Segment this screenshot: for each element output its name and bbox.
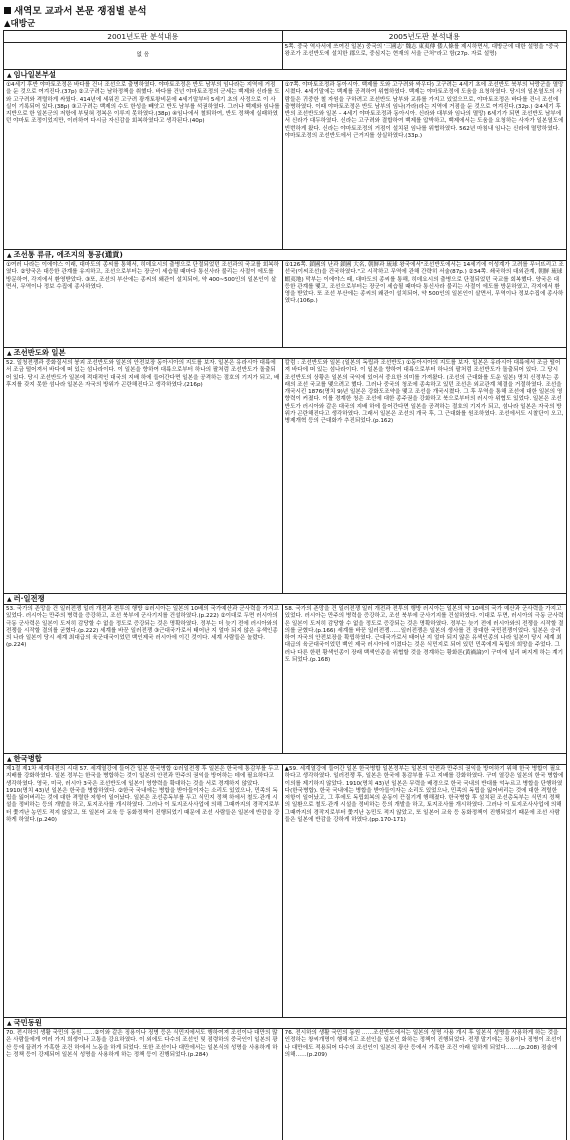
section-header: ▲ 한국병합 [4, 754, 567, 765]
cell-2001: 53. 국가의 존망을 건 일러전쟁 일러 개전과 전투의 행방 ①러시아는 일본의 10배의 국가예산과 군사력을 가지고 있었다. 러시아는 만주의 병력을 증강하고, 조선 북부에 군사기지를 건설하였다.(p.222) ②이대로 두면 러시아의 극동 군사력은 일본이 도저히 감당할 수 없을 정도로 증강되는 것은 명확하였다. 정부는 더 늦기 전에 러시아와의 전쟁을 시작할 결의를 굳혔다.(p.222) 세계를 바꾼 일러전쟁 ③근대국가로서 태어난 지 얼마 되지 않은 유색인종의 나라 일본이 당시 세계 최대급의 육군대국이었던 백인제국 러시아에 이긴 것이다. 세계 사람들은 놀랐다.(p.224) [4, 605, 283, 754]
cell-2005: 58. 국가의 존망을 건 일러전쟁 일러 개전과 전투의 행방 러시아는 일본의 약 10배의 국가 예산과 군사력을 가지고 있었다. 러시아는 만주의 병력을 증강하고, 조선 북부에 군사기지를 건설하였다. 이대로 두면, 러시아의 극동 군사력은 일본이 도저히 감당할 수 없을 정도로 증강되는 것은 명확하였다. 정부는 늦기 전에 러시아와의 전쟁을 시작할 결의를 굳혔다.(p.166) 세계를 바꾼 일러전쟁……일러전쟁은 일본의 생사를 건 장대한 국민전쟁이었다. 일본은 승리하여 자국의 안전보장을 확립하였다. 근대국가로서 태어난 지 얼마 되지 않은 유색인종의 나라 일본이 당시 세계 최대급의 육군대국이었던 백인 제국 러시아에 이겼다는 것은 식민지로 되어 있던 민족에게 독립의 희망을 주었다. 그러나 다른 한편 황색인종이 장래 백색인종을 위협할 것을 경계하는 황화론(黃禍論)이 구미에 널리 퍼지게 하는 계기도 되었다.(p.168) [282, 605, 566, 754]
header-2005: 2005년도판 분석내용 [282, 31, 566, 43]
document-title: 새역모 교과서 본문 쟁점별 분석 [4, 3, 147, 17]
table-header-row [4, 31, 567, 43]
table-row [4, 43, 567, 70]
cell-2005: 76. 전시하의 생활 국민의 동원 ……조선반도에서는 일본의 성명 사용 개시 후 일본식 성명을 사용하게 하는 것을 인정하는 창씨개명이 행해지고 조선인을 일본인 화하는 정책이 진행되었다. 전쟁 말기에는 징용이나 징병이 조선이나 대만에도 적용되어 다수의 조선인이 일본의 광산 등에서 가혹한 조건 아래 일하게 되었다.……(p.208) 점술에 의해……(p.209) [282, 1029, 566, 1140]
section-header: ▲ 국민동원 [4, 1018, 567, 1029]
cell-2001: 없 음 [4, 43, 283, 70]
cell-2001: 70. 전시하의 생활 국민의 동원 ……②이와 같은 징용이나 징병 등은 식민지에서도 행하여져 조선이나 대만의 많은 사람들에게 여러 가지 희생이나 고통을 강요하였다. 이 외에도 다수의 조선인 및 점령하의 중국인이 일본의 광산 등에 끌려가 가혹한 조건 하에서 노동을 하게 되었다. 또한 조선이나 대만에서는 일본식의 성명을 사용하게 하는 정책 등이 강제되어 일본식 성명을 사용하게 하는 정책 등이 진행되었다.(p.284) [4, 1029, 283, 1140]
table-row [4, 359, 567, 594]
section-label: ▲대방군 [4, 19, 36, 29]
table-row [4, 261, 567, 348]
cell-2005: ①126쪽. 鎖國의 난과 鎖國 大名, 朝鮮과 琉球 왕국에서"조선반도에서는 14세기에 이성계가 고려를 무너뜨리고 조선국(이씨조선)을 건국하였다."고 시작하고 무역에 관해 간략히 서술(87p.) ②34쪽. 쇄국하의 대외관계, 朝鮮 琉球 蝦夷地) 막부는 이에야스 때, 대마도의 종씨를 통해, 히데요시의 출병으로 단절되었던 국교를 회복했다. 양국은 대등한 관계를 맺고, 조선으로부터는 장군이 세습될 때마다 통신사라 불리는 사절이 에도를 방문하였고, 각지에서 환영을 받았다. 또 조선 부산에는 종씨의 왜관이 설치되어, 약 500인의 일본인이 살면서, 무역이나 정보수집에 종사하였다.(106p.) [282, 261, 566, 348]
cell-2001: 52. 일청전쟁과 중화질서의 붕괴 조선반도와 일본의 안전보장 동아시아의 지도를 보자. 일본은 유라시아 대륙에서 조금 떨어져서 바다에 떠 있는 섬나라이다. 이 일본을 향하여 대륙으로부터 하나의 팔처럼 조선반도가 돌출되어 있다. 당시 조선반도가 일본에 적대적인 대국의 지배 하에 들어간다면 일본을 공격하는 절호의 기지가 되고, 배후지를 갖지 못한 섬나라 일본은 자국의 방위가 곤란해진다고 생각하였다.(216p) [4, 359, 283, 594]
table-row [4, 1029, 567, 1140]
section-header: ▲ 러·일전쟁 [4, 594, 567, 605]
cell-2001: ①4세기 후반 야마토조정은 바다를 건너 조선으로 출병하였다. 야마토조정은 반도 남부의 임나라는 지역에 거점을 둔 것으로 여겨진다.(37p) ②고구려는 남하정책을 취했다. 바다를 건넌 야마토조정의 군세는 백제와 신라를 도와 고구려와 격렬하게 싸웠다. 414년에 세워진 고구려 광개토왕비문에 4세기말부터 5세기 초의 사정으로 이 사실이 기록되어 있다.(38p) ③고구려는 백제의 수도 한성을 빼앗고 반도 남부를 석권하였다. 그러나 백제와 임나를 지반으로 한 일본군의 저항에 부딪혀 정복은 이루지 못하였다.(38p) ④임나에서 철퇴하여, 반도 정책에 실패하였던 야마토 조정이었지만, 이러하여 다시금 자신감을 회복하였다고 생각된다.(40p) [4, 81, 283, 250]
cell-2005: 5쪽. 중국 역사서에 쓰여진 일본) 중국의 '三國志' 魏志 東夷傳 倭人條를 제시하면서, 대방군에 대한 설명을 "중국 왕조가 조선반도에 설치한 郡으로, 중심지는 현재의 서울 근처"라고 함(27p. 자료 설명) [282, 43, 566, 70]
section-header: ▲ 조선통 류큐, 에조지의 통공(通貢) [4, 250, 567, 261]
cell-2005: ①7쪽. 야마토조정과 동아시아. 백제를 도와 고구려와 싸우다) 고구려는 4세기 초에 조선반도 북부의 낙랑군을 멸망시켰다. 4세기말에는 백제를 공격하여 위협하였다. 백제는 야마토조정에 도움을 요청하였다. 당시의 일본열도의 사람들은 귀중한 철 자원을 구하려고 조선반도 남부와 교류를 가지고 있었으므로, 야마토조정은 바다를 건너 조선에 출병하였다. 이때 야마토조정은 반도 남부의 임나(가라)라는 지역에 거점을 둔 것으로 여겨진다.(32p.) ②4세기 후반의 조선반도와 일본 – 4세기 야마토조정과 동아시아. 신라와 대부와 임나의 멸망) 6세기가 되면 조선반도 남부에서 신라가 대두하였다. 신라는 고구려와 결합하여 백제를 압박하고, 백제에서는 도움을 요청하는 사자가 일본열도에 빈번하게 왔다. 신라는 야마토조정의 거점이 설치된 임나를 위협하였다. 562년 마침내 임나는 신라에 멸망하였다. 야마토조정의 조선반도에서 근거지를 상실하였다.(33p.) [282, 81, 566, 250]
table-row [4, 81, 567, 250]
cell-2005: 칼럼 : 조선반도와 일본 (일본의 독립과 조선반도) ①동아시아의 지도를 보자. 일본은 유라시아 대륙에서 조금 떨어져 바다에 떠 있는 섬나라이다. 이 일본을 향하여 대륙으로부터 하나의 팔처럼 조선반도가 돌출되어 있다. 그 당시 조선반도의 상황은 일본의 국익에 있어서 중요한 의미를 가져왔다. (조선의 근대화를 도운 일본) 명치 신정부는 종래의 조선 국교를 맺으려고 했다. 그러나 중국의 청조에 종속하고 있던 조선은 외교관계 체결을 거절하였다. 조선을 개국시킨 1876(명치 9)년 일본은 강화도조약을 맺고 조선을 개국시켰다. 그 후 무역을 통해 조선에 대한 일본의 영향력이 커졌다. 이를 경계한 청은 조선에 대한 종주권을 강화하고 북으로부터의 러시아 위협도 있었다. 일본은 조선반도가 러시아와 같은 대국의 지배 하에 들어간다면 일본을 공격하는 절호의 기지가 되고, 섬나라 일본은 자국의 방위가 곤란해진다고 생각하였다. 그래서 일본은 조선의 개국 후, 그 근대화를 원조하였다. 조선에서도 시찰단이 오고, 병제개혁 등의 근대화가 추진되었다.(p.162) [282, 359, 566, 594]
section-header: ▲ 임나일본부설 [4, 70, 567, 81]
cell-2001: ①여러 나라는 이에야스 이래, 대마도의 종씨를 통해서, 히데요시의 출병으로 단절되었던 조선과의 국교를 회복하였다. ②양국은 대등한 관계를 유지하고, 조선으로부터는 장군이 세습될 때마다 통신사라 불리는 사절이 에도를 방문하여, 각지에서 환영받았다. ③또, 조선의 부산에는 종씨의 왜관이 설치되어, 약 400~500인의 일본인이 살면서, 무역이나 정보 수집에 종사하였다. [4, 261, 283, 348]
header-2001: 2001년도판 분석내용 [4, 31, 283, 43]
comparison-table [3, 30, 567, 1140]
table-row [4, 765, 567, 1018]
section-header: ▲ 조선반도와 일본 [4, 348, 567, 359]
cell-2005: ▲59. 세계열강에 들어간 일본 한국병합 일본정부는 일본의 안전과 만주의 권익을 방어하기 위해 한국 병합이 필요하다고 생각하였다. 일러전쟁 후, 일본은 한국에 통감부를 두고 지배를 강화하였다. 구미 열강은 일본의 한국 병합에 이의를 제기하지 않았다. 1910(명치 43)년 일본은 무력을 배경으로 한국 국내의 반대를 억누르고 병합을 단행하였다(한국병합). 한국 국내에는 병합을 받아들이자는 소리도 있었으나, 민족의 독립을 잃어버리는 것에 대한 격렬한 저항이 일어났고, 그 후에도 독립회복의 운동이 끈질기게 행해졌다. 한국병합 후 설치된 조선총독부는 식민지 정책의 일환으로 철도·관개 시설을 정비하는 등의 개발을 하고, 토지조사를 개시하였다. 그러나 이 토지조사사업에 의해 그때까지의 경작지로부터 쫓겨난 농민도 적지 않았고, 또 일본어 교육 등 동화정책이 진행되었기 때문에 조선 사람들은 일본에 반감을 강하게 하였다.(pp.170-171) [282, 765, 566, 1018]
cell-2001: 제1절 제1차 세계대전의 시대 57. 세계열강에 들어간 일본 한국병합 ①러일전쟁 후 일본은 한국에 통감부를 두고 지배를 강화하였다. 일본 정부는 한국을 병합하는 것이 일본의 안전과 만주의 권익을 방어하는 데에 필요하다고 생각하였다. 영국, 미국, 러시아 3국은 조선반도에 일본이 영향력을 확대하는 것을 서로 경계하지 않았다. 1910(명치 43)년 일본은 한국을 병합하였다. ②한국 국내에는 병합을 받아들이자는 소리도 있었으나, 민족의 독립을 잃어버리는 것에 대한 격렬한 저항이 일어났다. 일본은 조선총독부를 두고 식민지 정책 하에서 철도·관개 시설을 정비하는 등의 개발을 하고, 토지조사를 개시하였다. 그러나 이 토지조사사업에 의해 그때까지의 경작지로부터 쫓겨난 농민도 적지 않았고, 또 일본어 교육 등 동화정책이 진행되었기 때문에 조선 사람들은 일본에 반감을 강하게 하였다.(p.240) [4, 765, 283, 1018]
square-bullet-icon [4, 7, 11, 14]
table-row [4, 605, 567, 754]
